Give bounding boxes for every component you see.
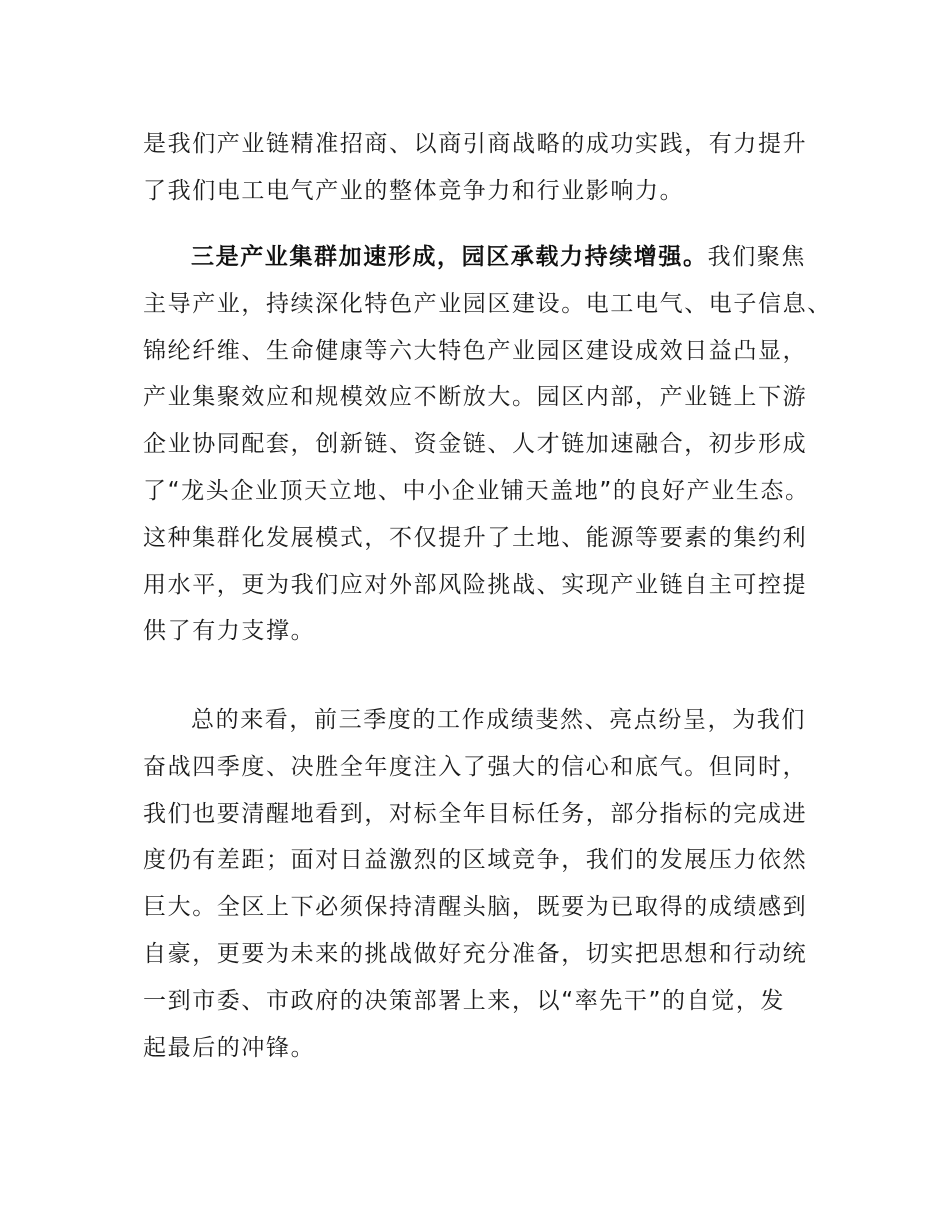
paragraph-line: 用水平，更为我们应对外部风险挑战、实现产业链自主可控提 — [143, 571, 808, 598]
paragraph-line: 是我们产业链精准招商、以商引商战略的成功实践，有力提升 — [143, 131, 808, 157]
paragraph-line: 起最后的冲锋。 — [143, 1034, 316, 1061]
paragraph-line: 锦纶纤维、生命健康等六大特色产业园区建设成效日益凸显， — [143, 337, 808, 364]
paragraph-line: 总的来看，前三季度的工作成绩斐然、亮点纷呈，为我们 — [191, 707, 806, 733]
paragraph-summary — [143, 697, 823, 1071]
paragraph-industry-chain — [143, 121, 823, 215]
paragraph-line: 奋战四季度、决胜全年度注入了强大的信心和底气。但同时， — [143, 753, 808, 780]
paragraph-line: 自豪，更要为未来的挑战做好充分准备，切实把思想和行动统 — [143, 940, 808, 967]
paragraph-industrial-cluster — [143, 234, 832, 655]
paragraph-line: 了我们电工电气产业的整体竞争力和行业影响力。 — [143, 177, 685, 204]
paragraph-line: 主导产业，持续深化特色产业园区建设。电工电气、电子信息、 — [143, 290, 832, 317]
paragraph-line: 我们也要清醒地看到，对标全年目标任务，部分指标的完成进 — [143, 800, 808, 827]
paragraph-line: 度仍有差距；面对日益激烈的区域竞争，我们的发展压力依然 — [143, 847, 808, 874]
paragraph-line: 一到市委、市政府的决策部署上来，以“率先干”的自觉，发 — [143, 987, 786, 1014]
paragraph-line: 产业集聚效应和规模效应不断放大。园区内部，产业链上下游 — [143, 384, 808, 411]
paragraph-line: 这种集群化发展模式，不仅提升了土地、能源等要素的集约利 — [143, 524, 808, 551]
heading-continuation: 我们聚焦 — [707, 244, 807, 270]
section-heading: 三是产业集群加速形成，园区承载力持续增强。 — [191, 244, 708, 270]
paragraph-line: 供了有力支撑。 — [143, 618, 316, 645]
paragraph-line: 巨大。全区上下必须保持清醒头脑，既要为已取得的成绩感到 — [143, 894, 808, 921]
paragraph-line: 了“龙头企业顶天立地、中小企业铺天盖地”的良好产业生态。 — [143, 477, 810, 504]
paragraph-line: 企业协同配套，创新链、资金链、人才链加速融合，初步形成 — [143, 431, 808, 458]
paragraph-first-line — [143, 234, 823, 281]
